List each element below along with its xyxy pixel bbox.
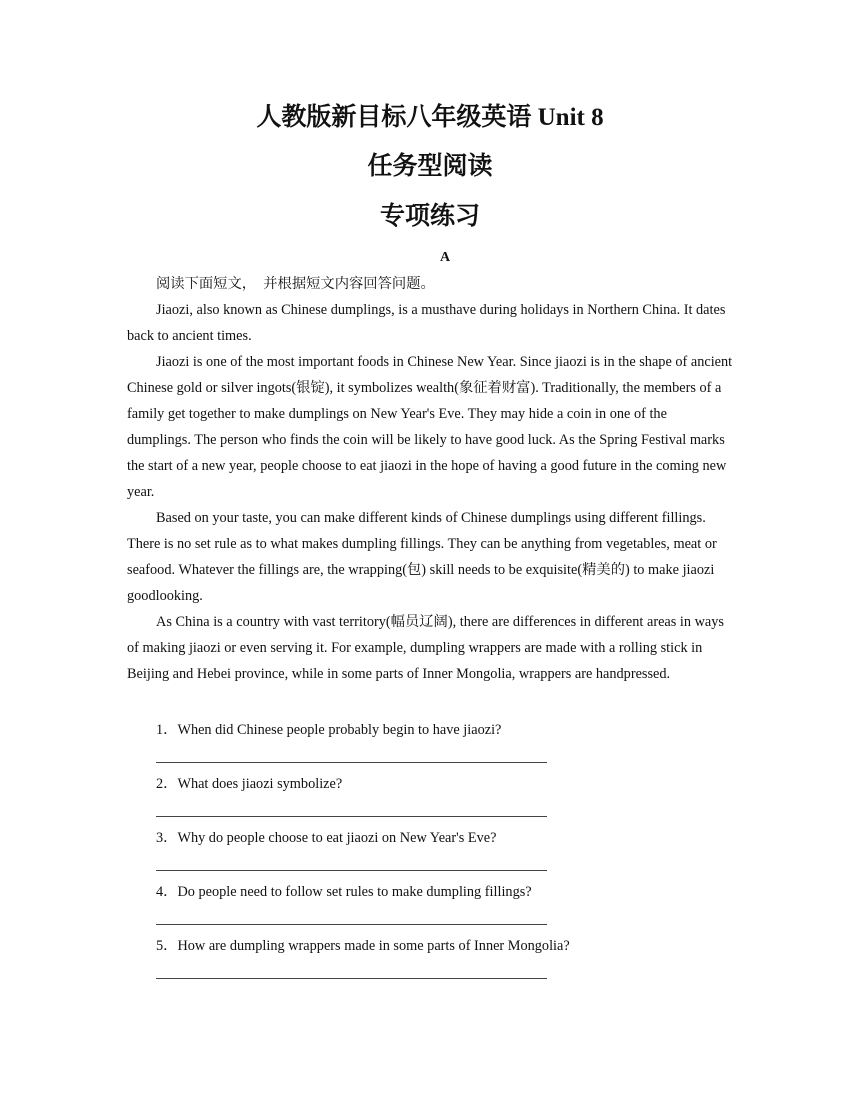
reading-passage	[127, 271, 733, 687]
section-letter: A	[439, 250, 451, 265]
page-title: 人教版新目标八年级英语 Unit 8	[256, 104, 604, 131]
answer-line[interactable]	[156, 762, 547, 763]
question-item	[156, 717, 716, 771]
question-list	[156, 717, 716, 987]
question-text: 3．Why do people choose to eat jiaozi on New Year's Eve?	[156, 830, 497, 846]
question-text: 2．What does jiaozi symbolize?	[156, 776, 343, 792]
question-item	[156, 933, 716, 987]
answer-line[interactable]	[156, 870, 547, 871]
question-item	[156, 879, 716, 933]
page-subtitle-2: 专项练习	[379, 203, 480, 230]
question-text: 1．When did Chinese people probably begin to have jiaozi?	[156, 722, 502, 738]
page-subtitle: 任务型阅读	[367, 153, 493, 180]
answer-line[interactable]	[156, 924, 547, 925]
question-text: 4．Do people need to follow set rules to make dumpling fillings?	[156, 884, 532, 900]
instruction-text: 阅读下面短文， 并根据短文内容回答问题。	[156, 276, 435, 292]
question-item	[156, 771, 716, 825]
question-item	[156, 825, 716, 879]
passage-paragraph: Based on your taste, you can make different kinds of Chinese dumplings using different fillings. There is no set rule as to what makes dumpling fillings. They can be anything from vegetables, meat or seafood. Whatever the fillings are, the wrapping(包) skill needs to be exquisite(精美的) to make jiaozi goodlooking.	[127, 510, 717, 604]
answer-line[interactable]	[156, 816, 547, 817]
passage-paragraph: Jiaozi is one of the most important foods in Chinese New Year. Since jiaozi is in the shape of ancient Chinese gold or silver ingots(银锭), it symbolizes wealth(象征着财富). Traditionally, the members of a family get together to make dumplings on New Year's Eve. They may hide a coin in one of the dumplings. The person who finds the coin will be likely to have good luck. As the Spring Festival marks the start of a new year, people choose to eat jiaozi in the hope of having a good future in the coming new year.	[127, 354, 733, 500]
passage-paragraph: Jiaozi, also known as Chinese dumplings, is a musthave during holidays in Northern China. It dates back to ancient times.	[127, 302, 726, 344]
passage-paragraph: As China is a country with vast territory(幅员辽阔), there are differences in different areas in ways of making jiaozi or even serving it. For example, dumpling wrappers are made with a rolling stick in Beijing and Hebei province, while in some parts of Inner Mongolia, wrappers are handpressed.	[127, 614, 724, 682]
answer-line[interactable]	[156, 978, 547, 979]
question-text: 5．How are dumpling wrappers made in some parts of Inner Mongolia?	[156, 938, 570, 954]
